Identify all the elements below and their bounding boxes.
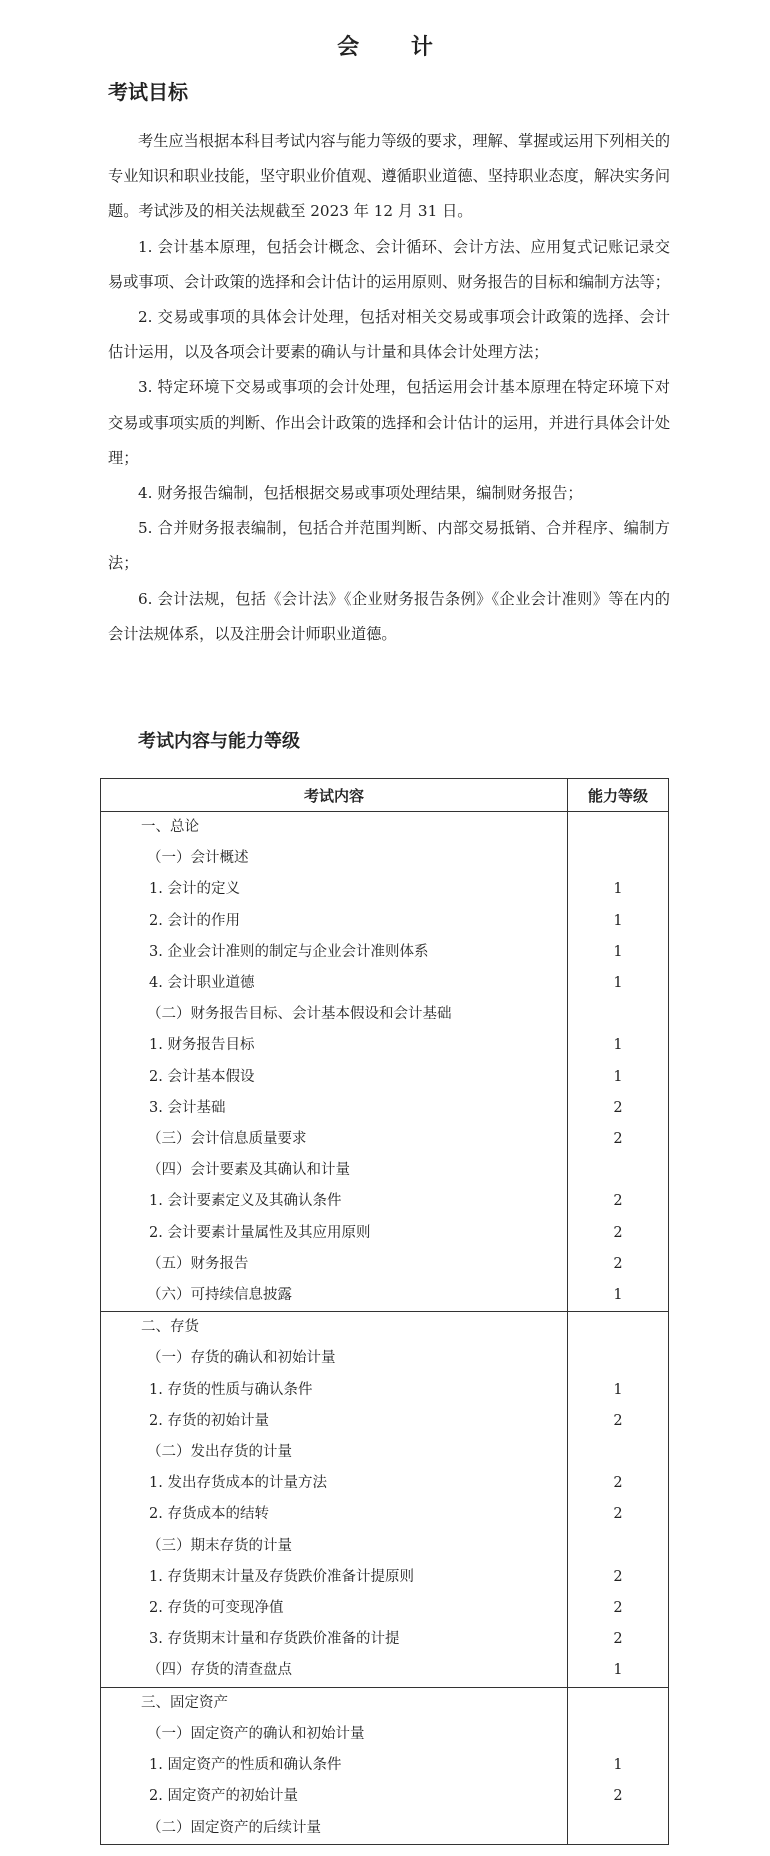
table-row	[101, 1280, 669, 1312]
ability-level: 2	[568, 1468, 669, 1499]
table-row	[101, 1124, 669, 1155]
table-row	[101, 1155, 669, 1186]
table-row	[101, 1781, 669, 1812]
exam-objectives-body	[108, 124, 670, 652]
table-row	[101, 1499, 669, 1530]
table-header-row	[101, 779, 669, 812]
section-title: （四）会计要素及其确认和计量	[101, 1155, 568, 1186]
item-title: 1. 发出存货成本的计量方法	[101, 1468, 568, 1499]
table-row	[101, 906, 669, 937]
table-body	[101, 812, 669, 1845]
section-title: （二）固定资产的后续计量	[101, 1813, 568, 1845]
table-row	[101, 1624, 669, 1655]
section-title: （二）财务报告目标、会计基本假设和会计基础	[101, 999, 568, 1030]
exam-content-heading: 考试内容与能力等级	[138, 731, 300, 752]
ability-level	[568, 1155, 669, 1186]
section-title: （五）财务报告	[101, 1249, 568, 1280]
item-title: 2. 会计要素计量属性及其应用原则	[101, 1218, 568, 1249]
item-title: 2. 存货成本的结转	[101, 1499, 568, 1530]
ability-level	[568, 1813, 669, 1845]
part-title: 二、存货	[101, 1312, 568, 1344]
ability-level	[568, 1719, 669, 1750]
objective-paragraph-4: 4. 财务报告编制，包括根据交易或事项处理结果，编制财务报告；	[138, 484, 583, 503]
section-title: （六）可持续信息披露	[101, 1280, 568, 1312]
table-row	[101, 1437, 669, 1468]
table-row	[101, 1062, 669, 1093]
item-title: 3. 存货期末计量和存货跌价准备的计提	[101, 1624, 568, 1655]
table-row	[101, 1186, 669, 1217]
ability-level: 2	[568, 1186, 669, 1217]
ability-level: 1	[568, 937, 669, 968]
section-title: （一）固定资产的确认和初始计量	[101, 1719, 568, 1750]
ability-level	[568, 999, 669, 1030]
column-header-level: 能力等级	[568, 779, 669, 812]
section-title: （一）存货的确认和初始计量	[101, 1343, 568, 1374]
table-row	[101, 812, 669, 844]
column-header-content: 考试内容	[101, 779, 568, 812]
item-title: 1. 固定资产的性质和确认条件	[101, 1750, 568, 1781]
section-title: （四）存货的清查盘点	[101, 1655, 568, 1687]
ability-level: 1	[568, 1280, 669, 1312]
ability-level: 2	[568, 1593, 669, 1624]
ability-level: 2	[568, 1093, 669, 1124]
ability-level: 2	[568, 1624, 669, 1655]
section-title: （三）会计信息质量要求	[101, 1124, 568, 1155]
ability-level: 2	[568, 1499, 669, 1530]
table-row	[101, 1249, 669, 1280]
item-title: 1. 财务报告目标	[101, 1030, 568, 1061]
item-title: 3. 会计基础	[101, 1093, 568, 1124]
item-title: 4. 会计职业道德	[101, 968, 568, 999]
table-row	[101, 1750, 669, 1781]
item-title: 2. 存货的初始计量	[101, 1406, 568, 1437]
part-title: 三、固定资产	[101, 1687, 568, 1719]
item-title: 2. 固定资产的初始计量	[101, 1781, 568, 1812]
table-row	[101, 937, 669, 968]
table-row	[101, 1687, 669, 1719]
ability-level	[568, 1687, 669, 1719]
objective-paragraph-1: 1. 会计基本原理，包括会计概念、会计循环、会计方法、应用复式记账记录交易或事项、会计政策的选择和会计估计的运用原则、财务报告的目标和编制方法等；	[108, 237, 670, 291]
ability-level: 1	[568, 968, 669, 999]
ability-level: 2	[568, 1124, 669, 1155]
item-title: 3. 企业会计准则的制定与企业会计准则体系	[101, 937, 568, 968]
table-row	[101, 1375, 669, 1406]
ability-level: 1	[568, 1030, 669, 1061]
objective-paragraph-6: 6. 会计法规，包括《会计法》《企业财务报告条例》《企业会计准则》等在内的会计法规体系，以及注册会计师职业道德。	[108, 589, 670, 643]
item-title: 1. 会计的定义	[101, 874, 568, 905]
table-row	[101, 1719, 669, 1750]
section-title: （三）期末存货的计量	[101, 1531, 568, 1562]
item-title: 1. 存货的性质与确认条件	[101, 1375, 568, 1406]
table-row	[101, 1562, 669, 1593]
ability-level: 1	[568, 874, 669, 905]
table-row	[101, 843, 669, 874]
ability-level: 1	[568, 1750, 669, 1781]
item-title: 2. 会计的作用	[101, 906, 568, 937]
table-row	[101, 874, 669, 905]
ability-level: 2	[568, 1218, 669, 1249]
table-row	[101, 1312, 669, 1344]
section-title: （一）会计概述	[101, 843, 568, 874]
objective-paragraph-5: 5. 合并财务报表编制，包括合并范围判断、内部交易抵销、合并程序、编制方法；	[108, 519, 670, 573]
table-row	[101, 1468, 669, 1499]
table-row	[101, 1218, 669, 1249]
ability-level	[568, 843, 669, 874]
ability-level	[568, 1531, 669, 1562]
table-row	[101, 1343, 669, 1374]
ability-level: 2	[568, 1562, 669, 1593]
exam-objectives-heading: 考试目标	[108, 80, 188, 104]
objective-paragraph-intro: 考生应当根据本科目考试内容与能力等级的要求，理解、掌握或运用下列相关的专业知识和职业技能，坚守职业价值观、遵循职业道德、坚持职业态度，解决实务问题。考试涉及的相关法规截至 2023 年 12 月 31 日。	[108, 132, 670, 221]
table-row	[101, 999, 669, 1030]
exam-content-table	[100, 778, 669, 1845]
ability-level: 1	[568, 1655, 669, 1687]
table-row	[101, 1406, 669, 1437]
item-title: 1. 会计要素定义及其确认条件	[101, 1186, 568, 1217]
part-title: 一、总论	[101, 812, 568, 844]
section-title: （二）发出存货的计量	[101, 1437, 568, 1468]
document-title: 会 计	[337, 35, 455, 60]
table-row	[101, 1030, 669, 1061]
ability-level	[568, 812, 669, 844]
ability-level: 2	[568, 1249, 669, 1280]
item-title: 2. 会计基本假设	[101, 1062, 568, 1093]
ability-level	[568, 1343, 669, 1374]
table-row	[101, 1531, 669, 1562]
ability-level: 1	[568, 1062, 669, 1093]
table-row	[101, 1593, 669, 1624]
ability-level: 2	[568, 1406, 669, 1437]
item-title: 2. 存货的可变现净值	[101, 1593, 568, 1624]
objective-paragraph-2: 2. 交易或事项的具体会计处理，包括对相关交易或事项会计政策的选择、会计估计运用，以及各项会计要素的确认与计量和具体会计处理方法；	[108, 308, 670, 362]
ability-level: 1	[568, 906, 669, 937]
item-title: 1. 存货期末计量及存货跌价准备计提原则	[101, 1562, 568, 1593]
ability-level	[568, 1437, 669, 1468]
table-row	[101, 968, 669, 999]
ability-level: 1	[568, 1375, 669, 1406]
ability-level	[568, 1312, 669, 1344]
objective-paragraph-3: 3. 特定环境下交易或事项的会计处理，包括运用会计基本原理在特定环境下对交易或事项实质的判断、作出会计政策的选择和会计估计的运用，并进行具体会计处理；	[108, 378, 670, 467]
table-row	[101, 1655, 669, 1687]
table-row	[101, 1093, 669, 1124]
table-row	[101, 1813, 669, 1845]
ability-level: 2	[568, 1781, 669, 1812]
